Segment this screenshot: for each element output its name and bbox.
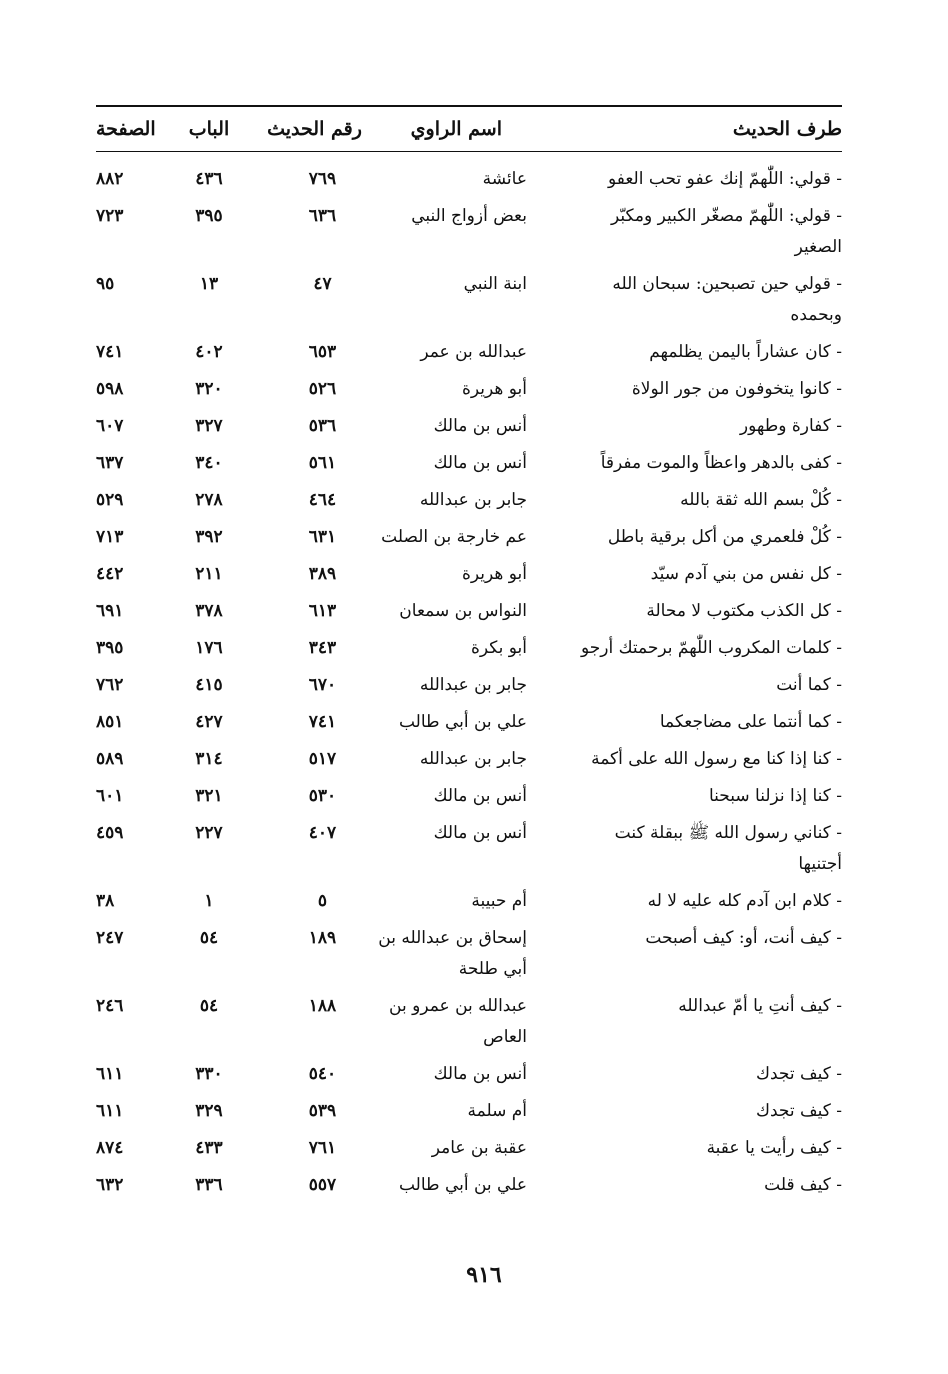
table-header — [96, 106, 842, 152]
hadith-text: - كيف قلت — [764, 1175, 842, 1195]
chapter-number: ٣٣٠ — [195, 1064, 223, 1084]
narrator-name: أنس بن مالك — [433, 1064, 527, 1084]
hadith-number: ١٨٩ — [308, 928, 337, 948]
header-hadith: طرف الحديث — [732, 118, 842, 140]
hadith-number: ٥٣٦ — [308, 416, 337, 436]
hadith-text: - كناني رسول الله ﷺ ببقلة كنت أجتنيها — [614, 823, 842, 874]
chapter-number: ٣٩٢ — [195, 527, 223, 547]
table-row — [96, 263, 842, 331]
table-row — [96, 664, 842, 701]
header-hadith-number: رقم الحديث — [267, 118, 362, 140]
hadith-number: ٥ — [317, 891, 328, 911]
hadith-text: - كنا إذا نزلنا سبحنا — [708, 786, 842, 806]
table-row — [96, 1053, 842, 1090]
hadith-number: ٦٧٠ — [308, 675, 337, 695]
chapter-number: ١ — [204, 891, 214, 911]
chapter-number: ٣٣٦ — [195, 1175, 223, 1195]
chapter-number: ٤٣٣ — [195, 1138, 223, 1158]
chapter-number: ٣٩٥ — [195, 206, 223, 226]
chapter-number: ٤٣٦ — [195, 169, 223, 189]
hadith-number: ٥١٧ — [308, 749, 337, 769]
hadith-text: - كُلْ فلعمري من أكل برقية باطل — [607, 527, 842, 547]
page-ref: ٧١٣ — [96, 527, 124, 547]
hadith-text: - كل الكذب مكتوب لا محالة — [646, 601, 842, 621]
header-narrator: اسم الراوي — [410, 118, 502, 140]
page-ref: ٦٠١ — [96, 786, 124, 806]
chapter-number: ٣٢١ — [195, 786, 223, 806]
hadith-number: ٣٨٩ — [308, 564, 337, 584]
narrator-name: أنس بن مالك — [433, 823, 527, 843]
narrator-name: جابر بن عبدالله — [419, 675, 527, 695]
hadith-number: ٤٧ — [313, 274, 332, 294]
page-ref: ٦٣٢ — [96, 1175, 124, 1195]
table-row — [96, 1127, 842, 1164]
chapter-number: ٣٧٨ — [195, 601, 223, 621]
table-row — [96, 738, 842, 775]
chapter-number: ٤٢٧ — [195, 712, 223, 732]
narrator-name: أبو هريرة — [461, 564, 527, 584]
hadith-text: - كفارة وطهور — [739, 416, 842, 436]
table-row — [96, 812, 842, 880]
page-number: ٩١٦ — [466, 1262, 502, 1288]
table-row — [96, 701, 842, 738]
table-body — [96, 152, 842, 1202]
page-ref: ٣٨ — [96, 891, 115, 911]
hadith-number: ١٨٨ — [308, 996, 337, 1016]
hadith-number: ٥٣٩ — [308, 1101, 337, 1121]
hadith-number: ٧٦١ — [308, 1138, 337, 1158]
narrator-name: النواس بن سمعان — [399, 601, 527, 621]
hadith-text: - كلام ابن آدم كله عليه لا له — [647, 891, 842, 911]
hadith-number: ٤٠٧ — [308, 823, 337, 843]
chapter-number: ٥٤ — [199, 996, 219, 1016]
narrator-name: أم حبيبة — [471, 891, 527, 911]
hadith-text: - كيف أنت، أو: كيف أصبحت — [645, 928, 842, 948]
table-row — [96, 1090, 842, 1127]
narrator-name: جابر بن عبدالله — [419, 749, 527, 769]
chapter-number: ٣٢٠ — [195, 379, 223, 399]
hadith-text: - كنا إذا كنا مع رسول الله على أكمة — [591, 749, 842, 769]
page-ref: ٨٥١ — [96, 712, 124, 732]
hadith-index-table — [96, 105, 842, 1201]
table-row — [96, 479, 842, 516]
hadith-number: ٥٢٦ — [308, 379, 337, 399]
hadith-text: - كُلْ بسم الله ثقة بالله — [680, 490, 842, 510]
chapter-number: ٢٧٨ — [195, 490, 223, 510]
table-row — [96, 590, 842, 627]
index-page — [96, 105, 842, 1201]
hadith-text: - قولي حين تصبحين: سبحان الله وبحمده — [612, 274, 842, 325]
page-ref: ٨٧٤ — [96, 1138, 124, 1158]
narrator-name: عبدالله بن عمر — [420, 342, 527, 362]
hadith-number: ٧٤١ — [308, 712, 337, 732]
page-ref: ٧٢٣ — [96, 206, 124, 226]
table-row — [96, 985, 842, 1053]
hadith-number: ٣٤٣ — [308, 638, 337, 658]
chapter-number: ٣٢٩ — [195, 1101, 223, 1121]
page-ref: ٢٤٦ — [96, 996, 124, 1016]
narrator-name: بعض أزواج النبي — [411, 206, 527, 226]
hadith-text: - كل نفس من بني آدم سيّد — [650, 564, 842, 584]
page-ref: ٢٤٧ — [96, 928, 124, 948]
page-ref: ٤٥٩ — [96, 823, 124, 843]
page-ref: ٧٤١ — [96, 342, 124, 362]
page-ref: ٤٤٢ — [96, 564, 124, 584]
narrator-name: عم خارجة بن الصلت — [381, 527, 527, 547]
table-row — [96, 553, 842, 590]
narrator-name: أم سلمة — [467, 1101, 527, 1121]
chapter-number: ٣٢٧ — [195, 416, 223, 436]
page-ref: ٦٩١ — [96, 601, 124, 621]
page-ref: ٦٠٧ — [96, 416, 124, 436]
narrator-name: جابر بن عبدالله — [419, 490, 527, 510]
hadith-text: - كما أنت — [776, 675, 842, 695]
hadith-text: - كيف تجدك — [755, 1064, 842, 1084]
page-ref: ٦٣٧ — [96, 453, 124, 473]
narrator-name: عقبة بن عامر — [431, 1138, 527, 1158]
hadith-number: ٥٤٠ — [308, 1064, 337, 1084]
header-page: الصفحة — [96, 118, 156, 140]
hadith-text: - كيف رأيت يا عقبة — [706, 1138, 842, 1158]
table-row — [96, 917, 842, 985]
hadith-text: - قولي: اللّٰهمّ مصغّر الكبير ومكبّر الصغير — [610, 206, 842, 257]
page-ref: ٥٨٩ — [96, 749, 124, 769]
hadith-text: - كان عشاراً باليمن يظلمهم — [649, 342, 842, 362]
hadith-number: ٧٦٩ — [308, 169, 337, 189]
chapter-number: ٢٢٧ — [195, 823, 223, 843]
table-row — [96, 195, 842, 263]
page-ref: ٧٦٢ — [96, 675, 124, 695]
chapter-number: ٤١٥ — [195, 675, 223, 695]
table-row — [96, 1164, 842, 1201]
narrator-name: أبو هريرة — [461, 379, 527, 399]
table-row — [96, 627, 842, 664]
hadith-number: ٥٣٠ — [308, 786, 337, 806]
table-row — [96, 880, 842, 917]
chapter-number: ٢١١ — [195, 564, 223, 584]
chapter-number: ١٣ — [199, 274, 219, 294]
table-row — [96, 775, 842, 812]
hadith-text: - كانوا يتخوفون من جور الولاة — [631, 379, 842, 399]
page-ref: ٩٥ — [96, 274, 115, 294]
hadith-text: - كيف أنتِ يا أمّ عبدالله — [678, 996, 842, 1016]
page-ref: ٥٩٨ — [96, 379, 124, 399]
hadith-text: - كما أنتما على مضاجعكما — [659, 712, 842, 732]
hadith-number: ٦٥٣ — [308, 342, 337, 362]
table-row — [96, 331, 842, 368]
table-row — [96, 152, 842, 196]
narrator-name: أنس بن مالك — [433, 453, 527, 473]
hadith-number: ٥٦١ — [308, 453, 337, 473]
chapter-number: ٥٤ — [199, 928, 219, 948]
page-ref: ٨٨٢ — [96, 169, 124, 189]
table-row — [96, 516, 842, 553]
table-row — [96, 442, 842, 479]
narrator-name: ابنة النبي — [463, 274, 527, 294]
page-ref: ٣٩٥ — [96, 638, 124, 658]
narrator-name: أبو بكرة — [470, 638, 527, 658]
header-chapter: الباب — [188, 118, 230, 140]
narrator-name: أنس بن مالك — [433, 416, 527, 436]
page-ref: ٦١١ — [96, 1064, 124, 1084]
hadith-text: - كيف تجدك — [755, 1101, 842, 1121]
page-ref: ٦١١ — [96, 1101, 124, 1121]
table-row — [96, 405, 842, 442]
hadith-text: - كفى بالدهر واعظاً والموت مفرقاً — [600, 453, 842, 473]
hadith-number: ٦٣٦ — [308, 206, 337, 226]
chapter-number: ٣١٤ — [195, 749, 223, 769]
hadith-number: ٥٥٧ — [308, 1175, 337, 1195]
narrator-name: علي بن أبي طالب — [398, 712, 527, 732]
chapter-number: ٣٤٠ — [195, 453, 223, 473]
chapter-number: ٤٠٢ — [195, 342, 223, 362]
narrator-name: عائشة — [482, 169, 527, 189]
narrator-name: إسحاق بن عبدالله بن أبي طلحة — [378, 928, 527, 979]
narrator-name: عبدالله بن عمرو بن العاص — [389, 996, 527, 1047]
narrator-name: علي بن أبي طالب — [398, 1175, 527, 1195]
hadith-number: ٤٦٤ — [308, 490, 337, 510]
hadith-text: - قولي: اللّٰهمّ إنك عفو تحب العفو — [607, 169, 842, 189]
hadith-number: ٦١٣ — [308, 601, 337, 621]
page-ref: ٥٢٩ — [96, 490, 124, 510]
narrator-name: أنس بن مالك — [433, 786, 527, 806]
chapter-number: ١٧٦ — [195, 638, 223, 658]
hadith-text: - كلمات المكروب اللّٰهمّ برحمتك أرجو — [580, 638, 842, 658]
table-row — [96, 368, 842, 405]
hadith-number: ٦٣١ — [308, 527, 337, 547]
